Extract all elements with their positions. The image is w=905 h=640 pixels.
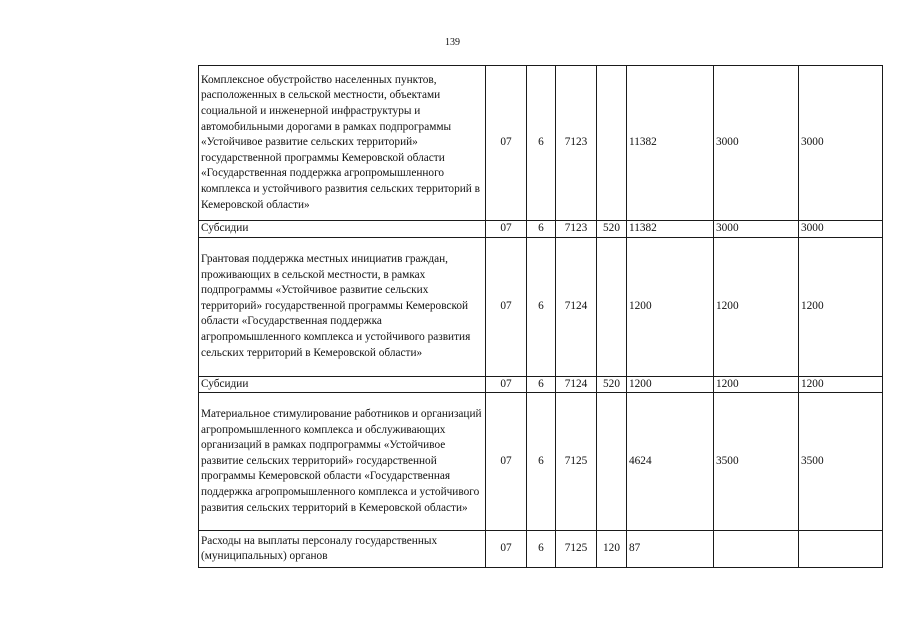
row-name: Субсидии: [199, 376, 486, 393]
table-row: [199, 237, 883, 376]
direction-code: 7124: [556, 237, 597, 376]
table-row: [199, 66, 883, 221]
section-code: 07: [486, 531, 527, 568]
amount-year-1: 1200: [627, 376, 714, 393]
section-code: 07: [486, 393, 527, 531]
table-row: [199, 376, 883, 393]
amount-year-1: 87: [627, 531, 714, 568]
section-code: 07: [486, 237, 527, 376]
amount-year-1: 11382: [627, 221, 714, 238]
amount-year-1: 4624: [627, 393, 714, 531]
amount-year-1: 11382: [627, 66, 714, 221]
amount-year-3: 1200: [799, 237, 883, 376]
program-code: 6: [527, 393, 556, 531]
program-code: 6: [527, 531, 556, 568]
program-code: 6: [527, 237, 556, 376]
amount-year-3: 1200: [799, 376, 883, 393]
expense-type-code: 520: [597, 376, 627, 393]
program-code: 6: [527, 376, 556, 393]
section-code: 07: [486, 376, 527, 393]
expense-type-code: 520: [597, 221, 627, 238]
amount-year-3: 3000: [799, 221, 883, 238]
budget-table: [198, 65, 883, 568]
amount-year-2: 3500: [714, 393, 799, 531]
direction-code: 7125: [556, 393, 597, 531]
row-name: Грантовая поддержка местных инициатив граждан, проживающих в сельской местности, в рамках подпрограммы «Устойчивое развитие сельских территорий» государственной программы Кемеровской области «Государственная поддержка агропромышленного комплекса и устойчивого развития сельских территорий в Кемеровской области»: [199, 237, 486, 376]
page-number: 139: [445, 37, 460, 48]
section-code: 07: [486, 66, 527, 221]
direction-code: 7124: [556, 376, 597, 393]
section-code: 07: [486, 221, 527, 238]
amount-year-2: 1200: [714, 237, 799, 376]
direction-code: 7125: [556, 531, 597, 568]
amount-year-3: 3500: [799, 393, 883, 531]
row-name: Субсидии: [199, 221, 486, 238]
row-name: Комплексное обустройство населенных пунктов, расположенных в сельской местности, объектами социальной и инженерной инфраструктуры и автомобильными дорогами в рамках подпрограммы «Устойчивое развитие сельских территорий» государственной программы Кемеровской области «Государственная поддержка агропромышленного комплекса и устойчивого развития сельских территорий в Кемеровской области»: [199, 66, 486, 221]
amount-year-2: 3000: [714, 66, 799, 221]
row-name: Расходы на выплаты персоналу государственных (муниципальных) органов: [199, 531, 486, 568]
direction-code: 7123: [556, 66, 597, 221]
expense-type-code: [597, 237, 627, 376]
amount-year-3: [799, 531, 883, 568]
expense-type-code: 120: [597, 531, 627, 568]
program-code: 6: [527, 221, 556, 238]
direction-code: 7123: [556, 221, 597, 238]
amount-year-2: 3000: [714, 221, 799, 238]
expense-type-code: [597, 393, 627, 531]
table-row: [199, 393, 883, 531]
expense-type-code: [597, 66, 627, 221]
amount-year-2: [714, 531, 799, 568]
amount-year-3: 3000: [799, 66, 883, 221]
table-row: [199, 221, 883, 238]
amount-year-1: 1200: [627, 237, 714, 376]
program-code: 6: [527, 66, 556, 221]
amount-year-2: 1200: [714, 376, 799, 393]
row-name: Материальное стимулирование работников и организаций агропромышленного комплекса и обслуживающих организаций в рамках подпрограммы «Устойчивое развитие сельских территорий» государственной программы Кемеровской области «Государственная поддержка агропромышленного комплекса и устойчивого развития сельских территорий в Кемеровской области»: [199, 393, 486, 531]
table-row: [199, 531, 883, 568]
